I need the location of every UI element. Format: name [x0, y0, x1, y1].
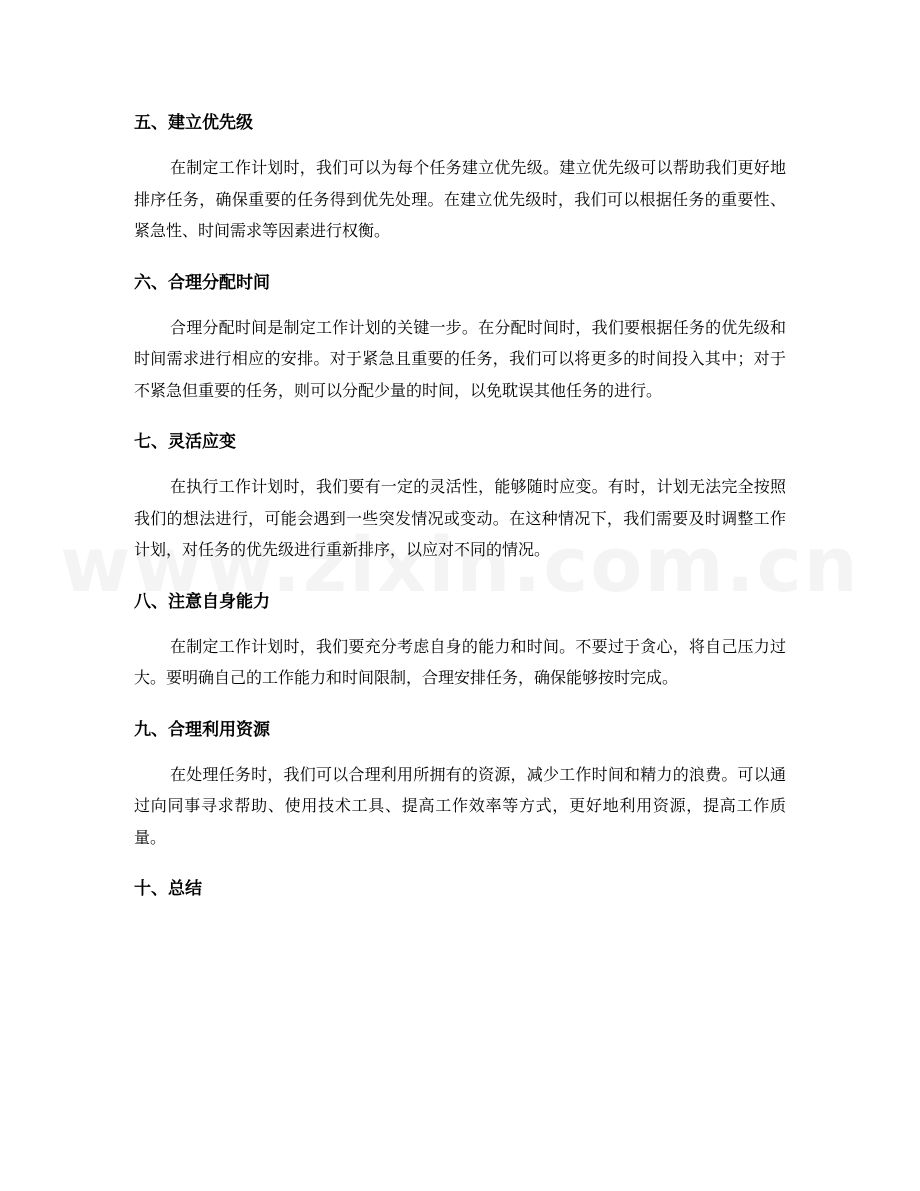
section-paragraph: 在制定工作计划时，我们可以为每个任务建立优先级。建立优先级可以帮助我们更好地排序任务，确保重要的任务得到优先处理。在建立优先级时，我们可以根据任务的重要性、紧急性、时间需求等因素进行权衡。 [134, 158, 786, 240]
section-paragraph: 在处理任务时，我们可以合理利用所拥有的资源，减少工作时间和精力的浪费。可以通过向同事寻求帮助、使用技术工具、提高工作效率等方式，更好地利用资源，提高工作质量。 [134, 764, 786, 847]
document-body [134, 104, 786, 918]
section-heading: 五、建立优先级 [134, 113, 253, 133]
section-paragraph: 在制定工作计划时，我们要充分考虑自身的能力和时间。不要过于贪心，将自己压力过大。要明确自己的工作能力和时间限制，合理安排任务，确保能够按时完成。 [134, 636, 786, 687]
section-paragraph: 在执行工作计划时，我们要有一定的灵活性，能够随时应变。有时，计划无法完全按照我们的想法进行，可能会遇到一些突发情况或变动。在这种情况下，我们需要及时调整工作计划，对任务的优先级进行重新排序，以应对不同的情况。 [134, 477, 786, 559]
section-flexibility [134, 423, 786, 566]
section-priority [134, 104, 786, 247]
section-heading: 七、灵活应变 [134, 432, 236, 452]
section-heading: 十、总结 [134, 879, 202, 899]
section-heading: 九、合理利用资源 [134, 719, 270, 740]
section-heading: 六、合理分配时间 [134, 272, 270, 293]
section-own-ability [134, 583, 786, 694]
section-summary [134, 870, 786, 908]
section-resources [134, 711, 786, 854]
section-heading: 八、注意自身能力 [134, 591, 270, 612]
section-paragraph: 合理分配时间是制定工作计划的关键一步。在分配时间时，我们要根据任务的优先级和时间需求进行相应的安排。对于紧急且重要的任务，我们可以将更多的时间投入其中；对于不紧急但重要的任务，则可以分配少量的时间，以免耽误其他任务的进行。 [134, 317, 786, 400]
section-time-allocation [134, 264, 786, 407]
